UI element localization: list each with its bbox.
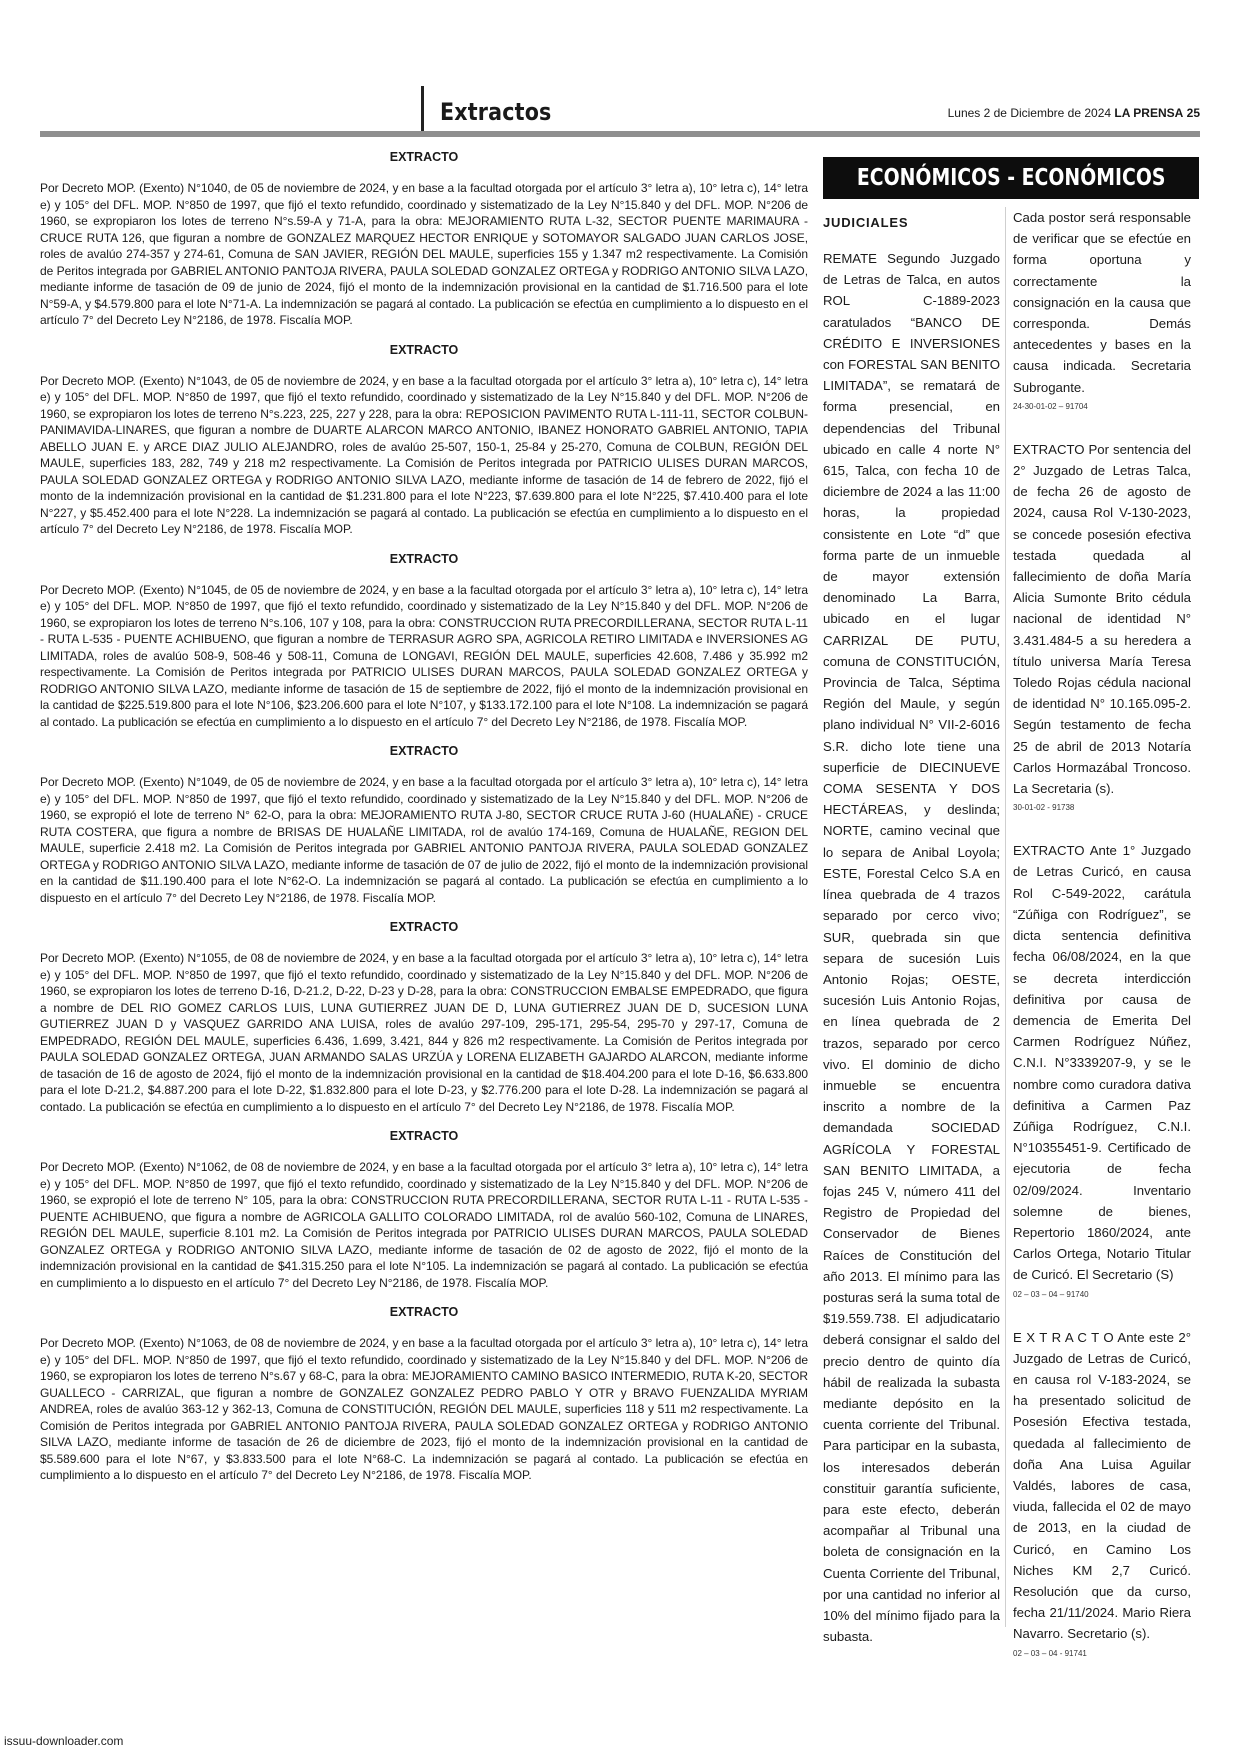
ad-code: 02 – 03 – 04 – 91740 xyxy=(1013,1289,1089,1299)
extracto-1045 xyxy=(40,552,808,731)
page-number: 25 xyxy=(1186,106,1200,120)
extracto-body: Por Decreto MOP. (Exento) N°1055, de 08 de noviembre de 2024, y en base a la facultad otorgada por el artículo 3° letra a), 10° letra c), 14° letra e) y 105° del DFL. MOP. N°850 de 1997, que fijó el texto refundido, coordinado y sistematizado de la Ley N°15.840 y del DFL. MOP. N°206 de 1960, se expropiaron los lotes de terreno D-16, D-21.2, D-22, D-23 y D-28, para la obra: CONSTRUCCION EMBALSE EMPEDRADO, que figura a nombre de DEL RIO GOMEZ CARLOS LUIS, LUNA GUTIERREZ JUAN DE D, LUNA GUTIERREZ JUAN DE D, SUCESION LUNA GUTIERREZ JUAN D y VASQUEZ GARRIDO ANA LUISA, roles de avalúo 297-109, 295-171, 295-54, 295-70 y 297-17, Comuna de EMPEDRADO, REGIÓN DEL MAULE, superficies 6.436, 1.699, 3.421, 844 y 826 m2 respectivamente. La Comisión de Peritos integrada por PAULA SOLEDAD GONZALEZ ORTEGA, JUAN ARMANDO SALAS URZÚA y LORENA ELIZABETH GAJARDO ALARCON, mediante informe de tasación de 16 de agosto de 2024, fijó el monto de la indemnización provisional en la cantidad de $18.404.200 para el lote D-16, $6.633.800 para el lote D-21.2, $4.887.200 para el lote D-22, $1.832.800 para el lote D-23, y $2.776.200 para el lote D-28. La indemnización se pagará al contado. La publicación se efectúa en cumplimiento a lo dispuesto en el artículo 7° del Decreto Ley N°2186, de 1978. Fiscalía MOP. xyxy=(40,951,808,1114)
extracto-title: EXTRACTO xyxy=(389,1305,459,1319)
extracto-body: Por Decreto MOP. (Exento) N°1040, de 05 de noviembre de 2024, y en base a la facultad otorgada por el artículo 3° letra a), 10° letra c), 14° letra e) y 105° del DFL. MOP. N°850 de 1997, que fijó el texto refundido, coordinado y sistematizado de la Ley N°15.840 y del DFL. MOP. N°206 de 1960, se expropiaron los lotes de terreno N°s.59-A y 71-A, para la obra: MEJORAMIENTO RUTA L-32, SECTOR PUENTE MARIMAURA - CRUCE RUTA 126, que figuran a nombre de GONZALEZ MARQUEZ HECTOR ENRIQUE y SOTOMAYOR SALGADO JUAN CARLOS JOSE, roles de avalúo 274-357 y 274-61, Comuna de SAN JAVIER, REGIÓN DEL MAULE, superficies 155 y 1.347 m2 respectivamente. La Comisión de Peritos integrada por GABRIEL ANTONIO PANTOJA RIVERA, PAULA SOLEDAD GONZALEZ ORTEGA y RODRIGO ANTONIO SILVA LAZO, mediante informe de tasación de 09 de junio de 2024, fijó el monto de la indemnización provisional en la cantidad de $1.716.500 para el lote N°59-A, y $4.579.800 para el lote N°71-A. La indemnización se pagará al contado. La publicación se efectúa en cumplimiento a lo dispuesto en el artículo 7° del Decreto Ley N°2186, de 1978. Fiscalía MOP. xyxy=(40,181,808,327)
banner-text: ECONÓMICOS - ECONÓMICOS xyxy=(856,165,1166,191)
economicos-banner xyxy=(823,157,1199,199)
issue-date: Lunes 2 de Diciembre de 2024 xyxy=(947,106,1112,120)
classified-ad: Cada postor será responsable de verificar que se efectúe en forma oportuna y correctamente la consignación en la causa que corresponda. Demás antecedentes y bases en la causa indicada. Secretaria Subrogante. xyxy=(1013,210,1191,395)
extracto-1062 xyxy=(40,1129,808,1291)
ad-code: 02 – 03 – 04 - 91741 xyxy=(1013,1648,1087,1658)
ad-code: 30-01-02 - 91738 xyxy=(1013,803,1075,813)
section-title: Extractos xyxy=(440,98,552,126)
classified-ad-remate: REMATE Segundo Juzgado de Letras de Talca, en autos ROL C-1889-2023 caratulados “BANCO DE CRÉDITO E INVERSIONES con FORESTAL SAN BENITO LIMITADA”, se rematará de forma presencial, en dependencias del Tribunal ubicado en calle 4 norte N° 615, Talca, con fecha 10 de diciembre de 2024 a las 11:00 horas, la propiedad consistente en Lote “d” que forma parte de un inmueble de mayor extensión denominado La Barra, ubicado en el lugar CARRIZAL DE PUTU, comuna de CONSTITUCIÓN, Provincia de Talca, Séptima Región del Maule, y según plano individual N° VII-2-6016 S.R. dicho lote tiene una superficie de DIECINUEVE COMA SESENTA Y DOS HECTÁREAS, y deslinda; NORTE, camino vecinal que lo separa de Anibal Loyola; ESTE, Forestal Celco S.A en línea quebrada de 4 trazos separado por cerco vivo; SUR, quebrada sin que separa de sucesión Luis Antonio Rojas; OESTE, sucesión Luis Antonio Rojas, en línea quebrada de 2 trazos, separado por cerco vivo. El dominio de dicho inmueble se encuentra inscrito a nombre de la demandada SOCIEDAD AGRÍCOLA Y FORESTAL SAN BENITO LIMITADA, a fojas 245 V, número 411 del Registro de Propiedad del Conservador de Bienes Raíces de Constitución del año 2013. El mínimo para las posturas será la suma total de $19.559.738. El adjudicatario deberá consignar el saldo del precio dentro de quinto día hábil de realizada la subasta mediante depósito en la cuenta corriente del Tribunal. Para participar en la subasta, los interesados deberán constituir garantía suficiente, para este efecto, deberán acompañar al Tribunal una boleta de consignación en la Cuenta Corriente del Tribunal, por una cantidad no inferior al 10% del mínimo fijado para la subasta. xyxy=(823,251,1000,1645)
classified-ad: EXTRACTO Ante 1° Juzgado de Letras Curicó, en causa Rol C-549-2022, carátula “Zúñiga con Rodríguez”, se dicta sentencia definitiva fecha 06/08/2024, en la que se decreta interdicción definitiva por causa de demencia de Emerita Del Carmen Rodríguez Núñez, C.N.I. N°3339207-9, y se le nombre como curadora dativa definitiva a Carmen Paz Zúñiga Rodríguez, C.N.I. N°10355451-9. Certificado de ejecutoria de fecha 02/09/2024. Inventario solemne de bienes, Repertorio 1860/2024, ante Carlos Ortega, Notario Titular de Curicó. El Secretario (S) xyxy=(1013,843,1191,1283)
extracto-body: Por Decreto MOP. (Exento) N°1045, de 05 de noviembre de 2024, y en base a la facultad otorgada por el artículo 3° letra a), 10° letra c), 14° letra e) y 105° del DFL. MOP. N°850 de 1997, que fijó el texto refundido, coordinado y sistematizado de la Ley N°15.840 y del DFL. MOP. N°206 de 1960, se expropiaron los lotes de terreno N°s.106, 107 y 108, para la obra: CONSTRUCCION RUTA PRECORDILLERANA, SECTOR RUTA L-11 - RUTA L-535 - PUENTE ACHIBUENO, que figuran a nombre de TERRASUR AGRO SPA, AGRICOLA RETIRO LIMITADA e INVERSIONES AG LIMITADA, roles de avalúo 508-9, 508-46 y 508-11, Comuna de LONGAVI, REGIÓN DEL MAULE, superficies 42.608, 7.486 y 35.992 m2 respectivamente. La Comisión de Peritos integrada por PATRICIO ULISES DURAN MARCOS, PAULA SOLEDAD GONZALEZ ORTEGA y RODRIGO ANTONIO SILVA LAZO, mediante informe de tasación de 15 de septiembre de 2022, fijó el monto de la indemnización provisional en la cantidad de $225.519.800 para el lote N°106, $23.206.600 para el lote N°107, y $133.172.100 para el lote N°108. La indemnización se pagará al contado. La publicación se efectúa en cumplimiento a lo dispuesto en el artículo 7° del Decreto Ley N°2186, de 1978. Fiscalía MOP. xyxy=(40,582,808,729)
extracto-body: Por Decreto MOP. (Exento) N°1062, de 08 de noviembre de 2024, y en base a la facultad otorgada por el artículo 3° letra a), 10° letra c), 14° letra e) y 105° del DFL. MOP. N°850 de 1997, que fijó el texto refundido, coordinado y sistematizado de la Ley N°15.840 y del DFL. MOP. N°206 de 1960, se expropió el lote de terreno N° 105, para la obra: CONSTRUCCION RUTA PRECORDILLERANA, SECTOR RUTA L-11 - RUTA L-535 - PUENTE ACHIBUENO, que figura a nombre de AGRICOLA GALLITO COLORADO LIMITADA, rol de avalúo 560-102, Comuna de LINARES, REGIÓN DEL MAULE, superficie 8.101 m2. La Comisión de Peritos integrada por PATRICIO ULISES DURAN MARCOS, PAULA SOLEDAD GONZALEZ ORTEGA y RODRIGO ANTONIO SILVA LAZO, mediante informe de tasación de 02 de agosto de 2022, fijó el monto de la indemnización provisional en la cantidad de $41.315.250 para el lote N°105. La indemnización se pagará al contado. La publicación se efectúa en cumplimiento a lo dispuesto en el artículo 7° del Decreto Ley N°2186, de 1978. Fiscalía MOP. xyxy=(40,1160,808,1290)
extracto-body: Por Decreto MOP. (Exento) N°1049, de 05 de noviembre de 2024, y en base a la facultad otorgada por el artículo 3° letra a), 10° letra c), 14° letra e) y 105° del DFL. MOP. N°850 de 1997, que fijó el texto refundido, coordinado y sistematizado de la Ley N°15.840 y del DFL. MOP. N°206 de 1960, se expropió el lote de terreno N° 62-O, para la obra: MEJORAMIENTO RUTA J-80, SECTOR CRUCE RUTA J-60 (HUALAÑE) - CRUCE RUTA COSTERA, que figura a nombre de BRISAS DE HUALAÑE LIMITADA, rol de avalúo 174-169, Comuna de HUALAÑE, REGION DEL MAULE, superficie 2.418 m2. La Comisión de Peritos integrada por GABRIEL ANTONIO PANTOJA RIVERA, PAULA SOLEDAD GONZALEZ ORTEGA y RODRIGO ANTONIO SILVA LAZO, mediante informe de tasación de 07 de julio de 2022, fijó el monto de la indemnización provisional en la cantidad de $11.190.400 para el lote N°62-O. La indemnización se pagará al contado. La publicación se efectúa en cumplimiento a lo dispuesto en el artículo 7° del Decreto Ley N°2186, de 1978. Fiscalía MOP. xyxy=(40,775,808,905)
extracto-1055 xyxy=(40,920,808,1115)
extracto-title: EXTRACTO xyxy=(389,1129,459,1143)
extracto-title: EXTRACTO xyxy=(389,150,459,164)
economicos-section xyxy=(823,157,1199,1658)
extracto-body: Por Decreto MOP. (Exento) N°1063, de 08 de noviembre de 2024, y en base a la facultad otorgada por el artículo 3° letra a), 10° letra c), 14° letra e) y 105° del DFL. MOP. N°850 de 1997, que fijó el texto refundido, coordinado y sistematizado de la Ley N°15.840 y del DFL. MOP. N°206 de 1960, se expropiaron los lotes de terreno N°s.67 y 68-C, para la obra: MEJORAMIENTO CAMINO BASICO INTERMEDIO, RUTA K-20, SECTOR GUALLECO - CARRIZAL, que figuran a nombre de GONZALEZ GONZALEZ PEDRO PABLO Y OTR y BRAVO FUENZALIDA MYRIAM ANDREA, roles de avalúo 363-12 y 362-13, Comuna de CONSTITUCIÓN, REGIÓN DEL MAULE, superficies 118 y 511 m2 respectivamente. La Comisión de Peritos integrada por GABRIEL ANTONIO PANTOJA RIVERA, PAULA SOLEDAD GONZALEZ ORTEGA y RODRIGO ANTONIO SILVA LAZO, mediante informe de tasación de 26 de diciembre de 2023, fijó el monto de la indemnización provisional en la cantidad de $5.589.600 para el lote N°67, y $3.833.500 para el lote N°68-C. La indemnización se pagará al contado. La publicación se efectúa en cumplimiento a lo dispuesto en el artículo 7° del Decreto Ley N°2186, de 1978. Fiscalía MOP. xyxy=(40,1336,808,1482)
extracto-title: EXTRACTO xyxy=(389,744,459,758)
extracto-title: EXTRACTO xyxy=(389,342,459,357)
extracto-1040 xyxy=(40,150,808,329)
classifieds-column-2 xyxy=(1013,207,1191,1686)
dateline xyxy=(948,106,1200,120)
newspaper-name: LA PRENSA xyxy=(1114,106,1184,120)
watermark: issuu-downloader.com xyxy=(4,1734,124,1748)
category-heading: JUDICIALES xyxy=(823,215,909,230)
header-divider xyxy=(421,86,424,132)
extracto-body: Por Decreto MOP. (Exento) N°1043, de 05 de noviembre de 2024, y en base a la facultad otorgada por el artículo 3° letra a), 10° letra c), 14° letra e) y 105° del DFL. MOP. N°850 de 1997, que fijó el texto refundido, coordinado y sistematizado de la Ley N°15.840 y del DFL. MOP. N°206 de 1960, se expropiaron los lotes de terreno N°s.223, 225, 227 y 228, para la obra: REPOSICION PAVIMENTO RUTA L-111-11, SECTOR COLBUN-PANIMAVIDA-LINARES, que figuran a nombre de DUARTE ALARCON MARCO ANTONIO, IBANEZ HONORATO GABRIEL ANTONIO, TAPIA ABELLO JUAN E. y ARCE DIAZ JULIO ALEJANDRO, roles de avalúo 25-507, 150-1, 25-84 y 25-270, Comuna de COLBUN, REGIÓN DEL MAULE, superficies 183, 282, 749 y 218 m2 respectivamente. La Comisión de Peritos integrada por PATRICIO ULISES DURAN MARCOS, PAULA SOLEDAD GONZALEZ ORTEGA y RODRIGO ANTONIO SILVA LAZO, mediante informe de tasación de 14 de febrero de 2022, fijó el monto de la indemnización provisional en la cantidad de $1.231.800 para el lote N°223, $7.639.800 para el lote N°225, $7.410.400 para el lote N°227, y $5.452.400 para el lote N°228. La indemnización se pagará al contado. La publicación se efectúa en cumplimiento a lo dispuesto en el artículo 7° del Decreto Ley N°2186, de 1978. Fiscalía MOP. xyxy=(40,373,808,536)
extracto-1049 xyxy=(40,744,808,906)
extracto-title: EXTRACTO xyxy=(389,920,459,934)
header-rule xyxy=(40,131,1200,137)
classified-ad: E X T R A C T O Ante este 2° Juzgado de Letras de Curicó, en causa rol V-183-2024, se ha presentado solicitud de Posesión Efectiva testada, quedada al fallecimiento de doña Ana Luisa Aguilar Valdés, labores de casa, viuda, fallecida el 02 de mayo de 2013, en la ciudad de Curicó, en Camino Los Niches KM 2,7 Curicó. Resolución que da curso, fecha 21/11/2024. Mario Riera Navarro. Secretario (s). xyxy=(1013,1329,1191,1642)
column-divider xyxy=(1005,207,1006,1627)
extractos-column xyxy=(40,150,808,1498)
extracto-1043 xyxy=(40,343,808,538)
extracto-1063 xyxy=(40,1305,808,1484)
classifieds-column-1 xyxy=(823,207,1000,1647)
ad-code: 24-30-01-02 – 91704 xyxy=(1013,401,1088,411)
classified-ad: EXTRACTO Por sentencia del 2° Juzgado de Letras Talca, de fecha 26 de agosto de 2024, causa Rol V-130-2023, se concede posesión efectiva testada quedada al fallecimiento de doña María Alicia Sumonte Brito cédula nacional de identidad N° 3.431.484-5 a su heredera a título universa María Teresa Toledo Rojas cédula nacional de identidad N° 10.165.095-2. Según testamento de fecha 25 de abril de 2013 Notaría Carlos Hormazábal Troncoso. La Secretaria (s). xyxy=(1013,441,1191,797)
extracto-title: EXTRACTO xyxy=(389,551,459,566)
page-header xyxy=(0,0,1240,140)
